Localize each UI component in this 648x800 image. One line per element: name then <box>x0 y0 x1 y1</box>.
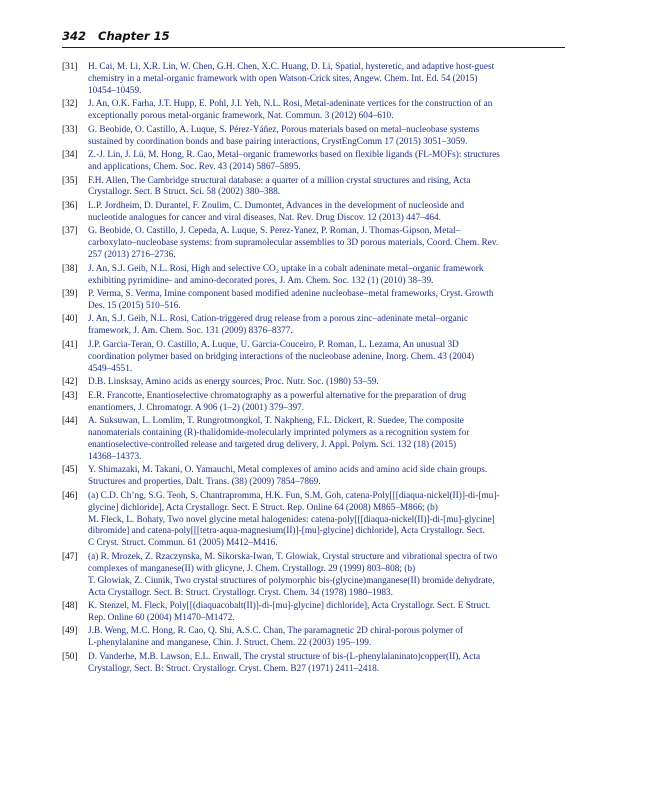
reference-line: P. Verma, S. Verma, Imine component based modified adenine nucleobase–metal frameworks, Cryst. Growth <box>88 289 494 300</box>
reference-line: D. Vanderhe, M.B. Lawson, E.L. Enwall, The crystal structure of bis-(L-phenylalaninato)copper(II), Acta <box>88 651 481 662</box>
reference-line: complexes of manganese(II) with glicyne, J. Chem. Crystallogr. 29 (1999) 803–808; (b) <box>88 563 416 574</box>
reference-item <box>62 465 566 489</box>
reference-line: Crystallogr. Sect. B Struct. Sci. 58 (2002) 380–388. <box>88 187 281 198</box>
reference-line: nanomaterials containing (R)-thalidomide-molecularly imprinted polymers as a recognition system for <box>88 428 470 438</box>
reference-line: E.R. Francotte, Enantioselective chromatography as a powerful alternative for the preparation of drug <box>88 390 467 401</box>
reference-line: F.H. Allen, The Cambridge structural database: a quarter of a million crystal structures and rising, Acta <box>88 175 471 186</box>
reference-label: [36] <box>62 200 78 211</box>
reference-item <box>62 314 566 338</box>
reference-line: T. Glowiak, Z. Ciunik, Two crystal structures of polymorphic bis-(glycine)manganese(II) bromide dehydrate, <box>88 575 495 586</box>
reference-text[interactable] <box>88 150 566 174</box>
reference-line: J.B. Weng, M.C. Hong, R. Cao, Q. Shi, A.S.C. Chan, The paramagnetic 2D chiral-porous polymer of <box>88 626 464 637</box>
reference-line: exceptionally porous metal-organic framework, Nat. Commun. 3 (2012) 604–610. <box>88 111 394 122</box>
reference-item <box>62 176 566 200</box>
reference-label: [41] <box>62 339 78 350</box>
reference-label: [49] <box>62 626 78 637</box>
reference-line: 14368–14373. <box>88 451 142 462</box>
reference-line: J.P. Garcia-Teran, O. Castillo, A. Luque, U. Garcia-Couceiro, P. Roman, L. Lezama, An unusual 3D <box>88 339 459 350</box>
reference-item <box>62 226 566 262</box>
reference-line: L.P. Jordheim, D. Durantel, F. Zoulim, C. Dumontet, Advances in the development of nucleoside and <box>88 200 464 211</box>
reference-line: framework, J. Am. Chem. Soc. 131 (2009) 8376–8377. <box>88 326 293 337</box>
reference-label: [38] <box>62 263 78 274</box>
reference-label: [50] <box>62 651 78 662</box>
reference-line: Z.-J. Lin, J. Lü, M. Hong, R. Cao, Metal–organic frameworks based on flexible ligands (FL-MOFs): structures <box>88 150 500 161</box>
reference-line: (a) R. Mrozek, Z. Rzaczynska, M. Sikorska-Iwan, T. Glowiak, Crystal structure and vibrational spectra of two <box>88 551 498 562</box>
running-head <box>62 29 170 43</box>
reference-line: G. Beobide, O. Castillo, A. Luque, S. Pérez-Yáñez, Porous materials based on metal–nucleobase systems <box>88 124 480 135</box>
reference-line: sustained by coordination bonds and base pairing interactions, CrystEngComm 17 (2015) 3051–3059. <box>88 136 468 147</box>
reference-text[interactable] <box>88 289 566 313</box>
reference-item <box>62 264 566 288</box>
reference-item <box>62 289 566 313</box>
reference-item <box>62 340 566 376</box>
reference-item <box>62 652 566 676</box>
reference-label: [43] <box>62 390 78 401</box>
reference-line: chemistry in a metal-organic framework with open Watson-Crick sites, Angew. Chem. Int. Ed. 54 (2015) <box>88 73 478 84</box>
reference-line: 10454–10459. <box>88 85 142 96</box>
reference-line: Des. 15 (2015) 510–516. <box>88 300 181 311</box>
reference-line: A. Suksuwan, L. Lomlim, T. Rungrotmongkol, T. Nakpheng, F.L. Dickert, R. Suedee, The composite <box>88 416 464 427</box>
reference-line: J. An, S.J. Geib, N.L. Rosi, Cation-triggered drug release from a porous zinc–adeninate metal–organic <box>88 314 469 325</box>
reference-line: coordination polymer based on bridging interactions of the nucleobase adenine, Inorg. Chem. 43 (2004) <box>88 351 475 362</box>
header-rule <box>62 47 565 48</box>
reference-text[interactable] <box>88 264 566 288</box>
reference-line: (a) C.D. Ch’ng, S.G. Teoh, S. Chantrapromma, H.K. Fun, S.M. Goh, catena-Poly[[[diaqua-nickel(II)]-di-[mu]- <box>88 490 500 501</box>
reference-line: C Cryst. Struct. Commun. 61 (2005) M412–M416. <box>88 538 278 549</box>
reference-text[interactable] <box>88 226 566 262</box>
reference-line: enantiomers, J. Chromatogr. A 906 (1–2) (2001) 379–397. <box>88 402 305 413</box>
reference-item <box>62 201 566 225</box>
reference-item <box>62 491 566 551</box>
reference-item <box>62 62 566 98</box>
reference-line: G. Beobide, O. Castillo, J. Cepeda, A. Luque, S. Perez-Yanez, P. Roman, J. Thomas-Gipson, Metal– <box>88 226 461 237</box>
reference-line: glycine] dichloride], Acta Crystallogr. Sect. E Struct. Rep. Online 64 (2008) M865–M866; (b) <box>88 502 438 513</box>
reference-text[interactable] <box>88 491 566 551</box>
reference-text[interactable] <box>88 176 566 200</box>
reference-line: and applications, Chem. Soc. Rev. 43 (2014) 5867–5895. <box>88 162 301 173</box>
reference-line: carboxylato–nucleobase systems: from supramolecular assemblies to 3D porous materials, Coord. Chem. Rev. <box>88 238 499 249</box>
reference-label: [47] <box>62 551 78 562</box>
reference-line: 257 (2013) 2716–2736. <box>88 250 176 261</box>
reference-line: Acta Crystallogr. Sect. B: Struct. Crystallogr. Cryst. Chem. 34 (1978) 1980–1983. <box>88 587 393 598</box>
reference-line: K. Stenzel, M. Fleck, Poly[[(diaquacobalt(II)]-di-[mu]-glycine] dichloride], Acta Crystallogr. Sect. E Struct. <box>88 601 491 612</box>
reference-line: enantioselective-controlled release and targeted drug delivery, J. Appl. Polym. Sci. 132 (18) (2015) <box>88 439 457 450</box>
reference-item <box>62 391 566 415</box>
reference-item <box>62 150 566 174</box>
reference-text[interactable] <box>88 99 566 123</box>
reference-text[interactable] <box>88 62 566 98</box>
reference-label: [34] <box>62 150 78 161</box>
reference-item <box>62 601 566 625</box>
reference-text[interactable] <box>88 391 566 415</box>
reference-label: [31] <box>62 62 78 72</box>
reference-text[interactable] <box>88 377 566 389</box>
reference-line: J. An, O.K. Farha, J.T. Hupp, E. Pohl, J.I. Yeh, N.L. Rosi, Metal-adeninate vertices for the construction of an <box>88 99 493 110</box>
reference-item <box>62 416 566 464</box>
reference-item <box>62 626 566 650</box>
reference-text[interactable] <box>88 626 566 650</box>
reference-item <box>62 377 566 389</box>
reference-label: [48] <box>62 601 78 612</box>
reference-line: J. An, S.J. Geib, N.L. Rosi, High and selective CO₂ uptake in a cobalt adeninate metal–organic framework <box>88 263 484 274</box>
page-number: 342 <box>62 29 87 43</box>
reference-label: [46] <box>62 490 78 501</box>
reference-item <box>62 552 566 600</box>
reference-line: Rep. Online 60 (2004) M1470–M1472. <box>88 612 235 623</box>
reference-line: Crystallogr, Sect. B: Struct. Crystallogr. Cryst. Chem. B27 (1971) 2411–2418. <box>88 663 380 674</box>
reference-text[interactable] <box>88 125 566 149</box>
reference-text[interactable] <box>88 552 566 600</box>
reference-label: [37] <box>62 226 78 237</box>
reference-line: M. Fleck, L. Bohaty, Two novel glycine metal halogenides: catena-poly[[[diaqua-nickel(II)]-di-[mu]-glycine] <box>88 514 495 525</box>
reference-item <box>62 125 566 149</box>
reference-text[interactable] <box>88 201 566 225</box>
reference-label: [39] <box>62 289 78 300</box>
reference-line: H. Cai, M. Li, X.R. Lin, W. Chen, G.H. Chen, X.C. Huang, D. Li, Spatial, hysteretic, and adaptive host-guest <box>88 62 495 72</box>
reference-text[interactable] <box>88 652 566 676</box>
reference-line: L-phenylalanine and manganese, Chin. J. Struct. Chem. 22 (2003) 195–199. <box>88 638 372 649</box>
reference-label: [42] <box>62 377 78 388</box>
reference-text[interactable] <box>88 416 566 464</box>
reference-text[interactable] <box>88 314 566 338</box>
reference-label: [33] <box>62 124 78 135</box>
reference-item <box>62 99 566 123</box>
reference-label: [44] <box>62 416 78 427</box>
reference-label: [32] <box>62 99 78 110</box>
reference-line: nucleotide analogues for cancer and viral diseases, Nat. Rev. Drug Discov. 12 (2013) 447–464. <box>88 212 442 223</box>
chapter-title: Chapter 15 <box>98 29 170 43</box>
reference-line: D.B. Linsksay, Amino acids as energy sources, Proc. Nutr. Soc. (1980) 53–59. <box>88 377 379 388</box>
reference-text[interactable] <box>88 465 566 489</box>
reference-line: dibromide] and catena-poly[[[tetra-aqua-magnesium(II)]-[mu]-glycine] dichloride], Acta Crystallogr. Sect. <box>88 526 485 537</box>
reference-label: [45] <box>62 465 78 476</box>
reference-line: Structures and properties, Dalt. Trans. (38) (2009) 7854–7869. <box>88 477 321 488</box>
reference-line: 4549–4551. <box>88 363 133 374</box>
reference-line: Y. Shimazaki, M. Takani, O. Yamauchi, Metal complexes of amino acids and amino acid side chain groups. <box>88 465 488 476</box>
reference-label: [40] <box>62 314 78 325</box>
reference-text[interactable] <box>88 601 566 625</box>
reference-text[interactable] <box>88 340 566 376</box>
reference-list <box>62 62 566 677</box>
reference-label: [35] <box>62 175 78 186</box>
reference-line: exhibiting pyrimidine- and amino-decorated pores, J. Am. Chem. Soc. 132 (1) (2010) 38–39. <box>88 275 434 286</box>
